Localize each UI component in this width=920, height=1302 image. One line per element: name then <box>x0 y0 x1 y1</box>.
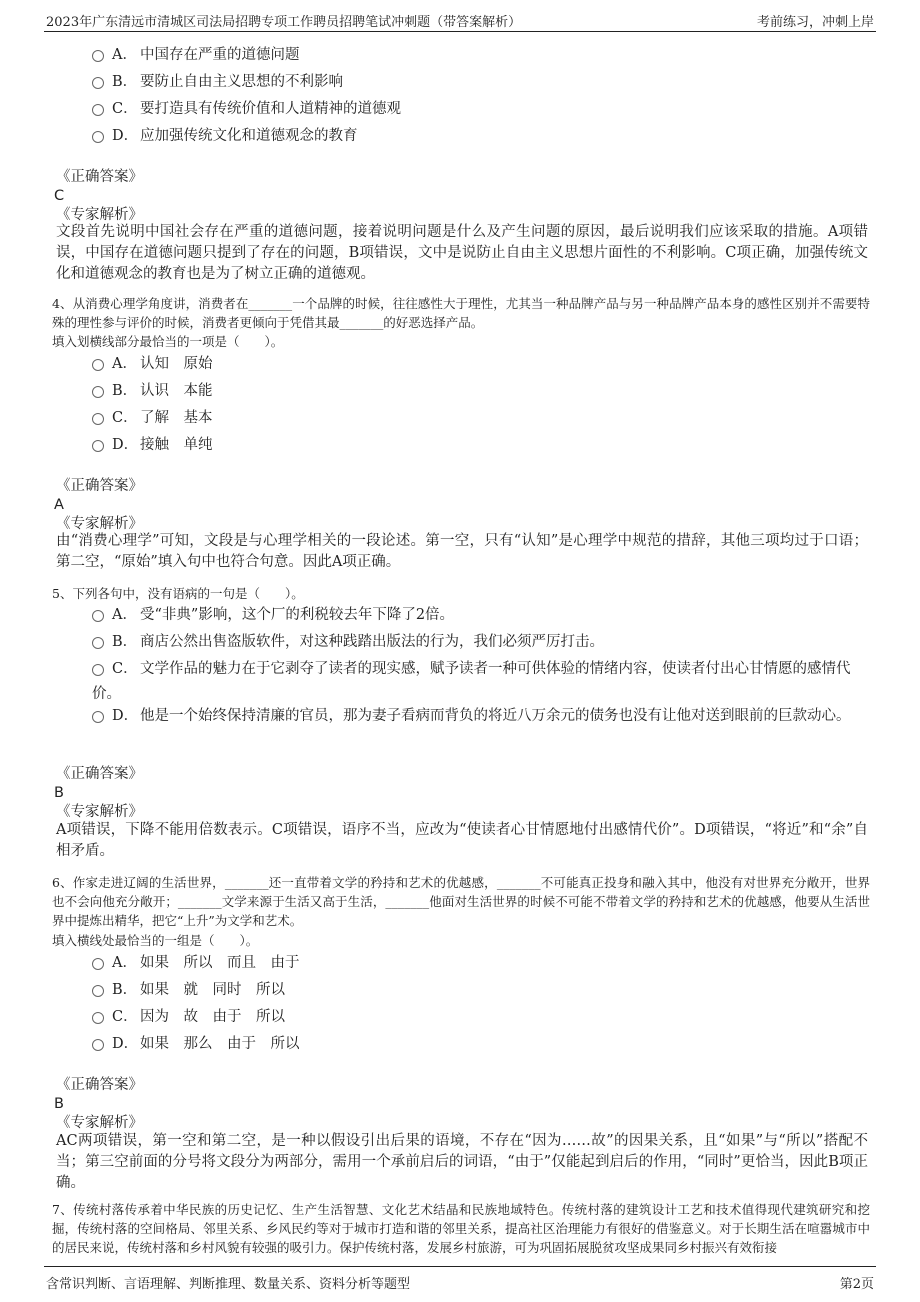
q6-answer: B <box>54 1096 64 1112</box>
q3-option-a[interactable]: A． 中国存在严重的道德问题 <box>92 43 872 68</box>
q5-analysis: A项错误，下降不能用倍数表示。C项错误，语序不当，应改为“使读者心甘情愿地付出感情代价”。D项错误，“将近”和“余”自相矛盾。 <box>56 822 868 859</box>
radio-icon[interactable] <box>92 104 104 116</box>
footer-divider <box>44 1266 876 1267</box>
q3-analysis-label: 《专家解析》 <box>56 207 143 223</box>
radio-icon[interactable] <box>92 711 104 723</box>
q4-analysis: 由“消费心理学”可知，文段是与心理学相关的一段论述。第一空，只有“认知”是心理学中规范的措辞，其他三项均过于口语；第二空，“原始”填入句中也符合句意。因此A项正确。 <box>56 533 868 570</box>
radio-icon[interactable] <box>92 77 104 89</box>
q6-option-b[interactable]: B． 如果 就 同时 所以 <box>92 978 872 1003</box>
q3-option-b[interactable]: B． 要防止自由主义思想的不利影响 <box>92 70 872 95</box>
document-title: 2023年广东清远市清城区司法局招聘专项工作聘员招聘笔试冲刺题（带答案解析） <box>46 15 522 30</box>
q6-prompt: 填入横线处最恰当的一组是（ ）。 <box>52 933 259 948</box>
radio-icon[interactable] <box>92 131 104 143</box>
q4-analysis-label: 《专家解析》 <box>56 516 143 532</box>
q4-option-b[interactable]: B． 认识 本能 <box>92 379 872 404</box>
q3-option-c[interactable]: C． 要打造具有传统价值和人道精神的道德观 <box>92 97 872 122</box>
q3-answer-label: 《正确答案》 <box>56 169 143 185</box>
q6-option-c[interactable]: C． 因为 故 由于 所以 <box>92 1005 872 1030</box>
q5-analysis-label: 《专家解析》 <box>56 804 143 820</box>
page-number: 第2页 <box>839 1277 874 1292</box>
q4-stem: 4、从消费心理学角度讲，消费者在_______一个品牌的时候，往往感性大于理性，尤其当一种品牌产品与另一种品牌产品本身的感性区别并不需要特殊的理性参与评价的时候，消费者更倾向于凭借其最_______的好恶选择产品。 <box>52 296 870 330</box>
q5-answer: B <box>54 785 64 801</box>
radio-icon[interactable] <box>92 386 104 398</box>
q3-analysis: 文段首先说明中国社会存在严重的道德问题，接着说明问题是什么及产生问题的原因，最后说明我们应该采取的措施。A项错误，中国存在道德问题只提到了存在的问题，B项错误，文中是说防止自由主义思想片面性的不利影响。C项正确，加强传统文化和道德观念的教育也是为了树立正确的道德观。 <box>56 224 868 282</box>
q4-option-c[interactable]: C． 了解 基本 <box>92 406 872 431</box>
q6-answer-label: 《正确答案》 <box>56 1077 143 1093</box>
radio-icon[interactable] <box>92 664 104 676</box>
q5-option-b[interactable]: B． 商店公然出售盗版软件，对这种践踏出版法的行为，我们必须严厉打击。 <box>92 630 872 655</box>
radio-icon[interactable] <box>92 413 104 425</box>
radio-icon[interactable] <box>92 610 104 622</box>
q4-option-d[interactable]: D． 接触 单纯 <box>92 433 872 458</box>
header-slogan: 考前练习，冲刺上岸 <box>756 15 874 30</box>
radio-icon[interactable] <box>92 985 104 997</box>
radio-icon[interactable] <box>92 1012 104 1024</box>
q4-answer: A <box>54 497 64 513</box>
q3-option-d[interactable]: D． 应加强传统文化和道德观念的教育 <box>92 124 872 149</box>
radio-icon[interactable] <box>92 50 104 62</box>
radio-icon[interactable] <box>92 440 104 452</box>
footer-description: 含常识判断、言语理解、判断推理、数量关系、资料分析等题型 <box>46 1277 411 1292</box>
q5-option-d[interactable]: D． 他是一个始终保持清廉的官员，那为妻子看病而背负的将近八万余元的债务也没有让他对送到眼前的巨款动心。 <box>92 704 862 729</box>
q6-analysis: AC两项错误，第一空和第二空，是一种以假设引出后果的语境，不存在“因为……故”的因果关系，且“如果”与“所以”搭配不当；第三空前面的分号将文段分为两部分，需用一个承前启后的词语，“由于”仅能起到启后的作用，“同时”更恰当，因此B项正确。 <box>56 1133 868 1191</box>
radio-icon[interactable] <box>92 637 104 649</box>
q6-option-d[interactable]: D． 如果 那么 由于 所以 <box>92 1032 872 1057</box>
q4-option-a[interactable]: A． 认知 原始 <box>92 352 872 377</box>
q5-option-c[interactable]: C． 文学作品的魅力在于它剥夺了读者的现实感，赋予读者一种可供体验的情绪内容，使读者付出心甘情愿的感情代价。 <box>92 661 851 702</box>
q5-answer-label: 《正确答案》 <box>56 766 143 782</box>
q3-answer: C <box>54 188 65 204</box>
q6-analysis-label: 《专家解析》 <box>56 1115 143 1131</box>
q5-option-a[interactable]: A． 受“非典”影响，这个厂的利税较去年下降了2倍。 <box>92 603 872 628</box>
q6-option-a[interactable]: A． 如果 所以 而且 由于 <box>92 951 872 976</box>
q7-stem: 7、传统村落传承着中华民族的历史记忆、生产生活智慧、文化艺术结晶和民族地域特色。传统村落的建筑设计工艺和技术值得现代建筑研究和挖掘，传统村落的空间格局、邻里关系、乡风民约等对于城市打造和谐的邻里关系，提高社区治理能力有很好的借鉴意义。对于长期生活在喧嚣城市中的居民来说，传统村落和乡村风貌有较强的吸引力。保护传统村落，发展乡村旅游，可为巩固拓展脱贫攻坚成果同乡村振兴有效衔接 <box>52 1202 870 1255</box>
q4-prompt: 填入划横线部分最恰当的一项是（ ）。 <box>52 334 284 349</box>
q6-stem: 6、作家走进辽阔的生活世界，_______还一直带着文学的矜持和艺术的优越感，_______不可能真正投身和融入其中，他没有对世界充分敞开，世界也不会向他充分敞开；_______文学来源于生活又高于生活，_______他面对生活世界的时候不可能不带着文学的矜持和艺术的优越感，他要从生活世界中提炼出精华，把它“上升”为文学和艺术。 <box>52 875 870 928</box>
page-footer <box>0 1266 920 1302</box>
radio-icon[interactable] <box>92 1039 104 1051</box>
q4-answer-label: 《正确答案》 <box>56 478 143 494</box>
q5-stem: 5、下列各句中，没有语病的一句是（ ）。 <box>52 586 304 601</box>
radio-icon[interactable] <box>92 958 104 970</box>
radio-icon[interactable] <box>92 359 104 371</box>
